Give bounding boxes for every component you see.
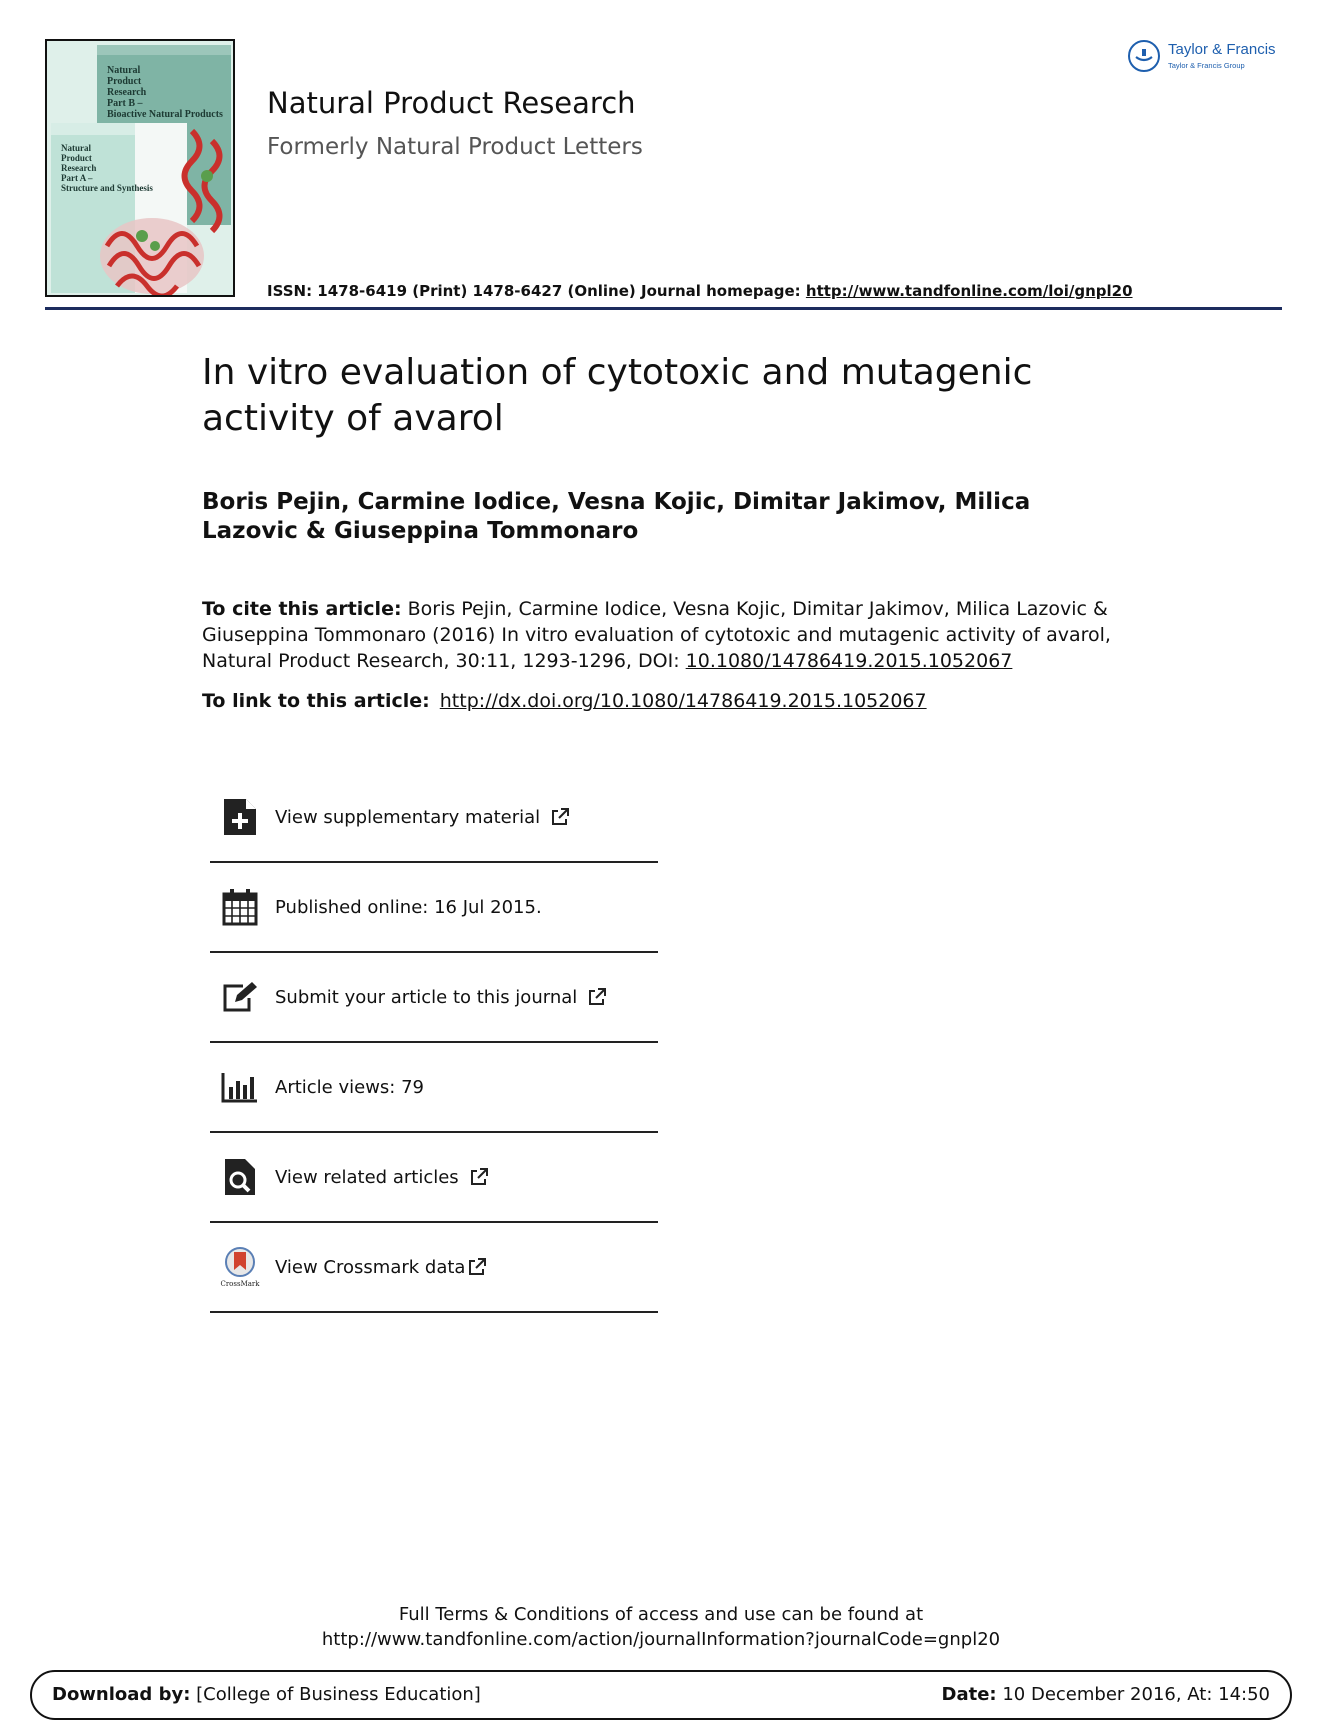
publisher-group: Taylor & Francis Group [1168, 61, 1245, 70]
journal-cover-image [45, 39, 235, 297]
list-item-label: Submit your article to this journal [275, 986, 578, 1008]
list-item-crossmark[interactable] [210, 1223, 658, 1313]
list-item-related[interactable] [210, 1133, 658, 1223]
cover-protein-illustration [47, 41, 235, 297]
external-link-icon [467, 1257, 487, 1277]
article-title: In vitro evaluation of cytotoxic and mutagenic activity of avarol [202, 352, 1033, 439]
download-date [942, 1684, 1270, 1705]
list-item-submit[interactable] [210, 953, 658, 1043]
bar-chart-icon [220, 1067, 260, 1107]
terms-url[interactable]: http://www.tandfonline.com/action/journalInformation?journalCode=gnpl20 [321, 1629, 1001, 1650]
citation-label: To cite this article: [202, 598, 402, 620]
article-authors: Boris Pejin, Carmine Iodice, Vesna Kojic, Dimitar Jakimov, Milica Lazovic & Giuseppina Tommonaro [202, 489, 1031, 544]
publisher-logo[interactable] [1128, 38, 1290, 78]
external-link-icon [550, 807, 570, 827]
journal-homepage-link[interactable]: http://www.tandfonline.com/loi/gnpl20 [805, 282, 1133, 300]
article-info-list [210, 773, 658, 1313]
citation-text: Boris Pejin, Carmine Iodice, Vesna Kojic, Dimitar Jakimov, Milica Lazovic & Giuseppina Tommonaro (2016) In vitro evaluation of cytotoxic and mutagenic activity of avarol, Natural Product Research, 30:11, 1293-1296, DOI: [202, 598, 1111, 672]
publisher-name: Taylor & Francis [1168, 41, 1276, 58]
date-label: Date: [941, 1684, 997, 1705]
search-document-icon [220, 1157, 260, 1197]
date-value: 10 December 2016, At: 14:50 [996, 1684, 1270, 1705]
list-item-label: View supplementary material [275, 806, 541, 828]
journal-subtitle: Formerly Natural Product Letters [267, 134, 643, 160]
list-item-label: Article views: 79 [275, 1076, 424, 1098]
download-info-bar [30, 1670, 1292, 1720]
list-item-label: View related articles [275, 1166, 459, 1188]
cover-back-title: Natural Product Research Part B – Bioactive Natural Products [107, 65, 223, 120]
article-link-label: To link to this article: [202, 690, 430, 712]
list-item-label: Published online: 16 Jul 2015. [275, 896, 542, 918]
publisher-logo-icon [1128, 40, 1160, 72]
download-label: Download by: [52, 1684, 191, 1705]
terms-line-1: Full Terms & Conditions of access and use can be found at [398, 1604, 924, 1625]
issn-line [267, 282, 1133, 300]
external-link-icon [587, 987, 607, 1007]
calendar-icon [220, 887, 260, 927]
journal-title: Natural Product Research [267, 86, 636, 120]
list-item-published [210, 863, 658, 953]
cover-front-title: Natural Product Research Part A – Structure and Synthesis [61, 143, 153, 193]
terms-notice [0, 1602, 1322, 1652]
download-value: [College of Business Education] [190, 1684, 481, 1705]
list-item-views [210, 1043, 658, 1133]
crossmark-text: CrossMark [220, 1280, 260, 1288]
article-doi-url[interactable]: http://dx.doi.org/10.1080/14786419.2015.1052067 [439, 690, 927, 712]
file-plus-icon [220, 797, 260, 837]
external-link-icon [469, 1167, 489, 1187]
edit-icon [220, 977, 260, 1017]
citation-block [202, 596, 1162, 674]
article-link-line [202, 690, 927, 712]
download-by [52, 1684, 481, 1705]
citation-doi-link[interactable]: 10.1080/14786419.2015.1052067 [685, 650, 1013, 672]
header-divider [45, 307, 1282, 310]
issn-text: ISSN: 1478-6419 (Print) 1478-6427 (Online) Journal homepage: [267, 282, 806, 300]
list-item-label: View Crossmark data [275, 1256, 466, 1278]
list-item-supplementary[interactable] [210, 773, 658, 863]
crossmark-icon [220, 1247, 260, 1287]
